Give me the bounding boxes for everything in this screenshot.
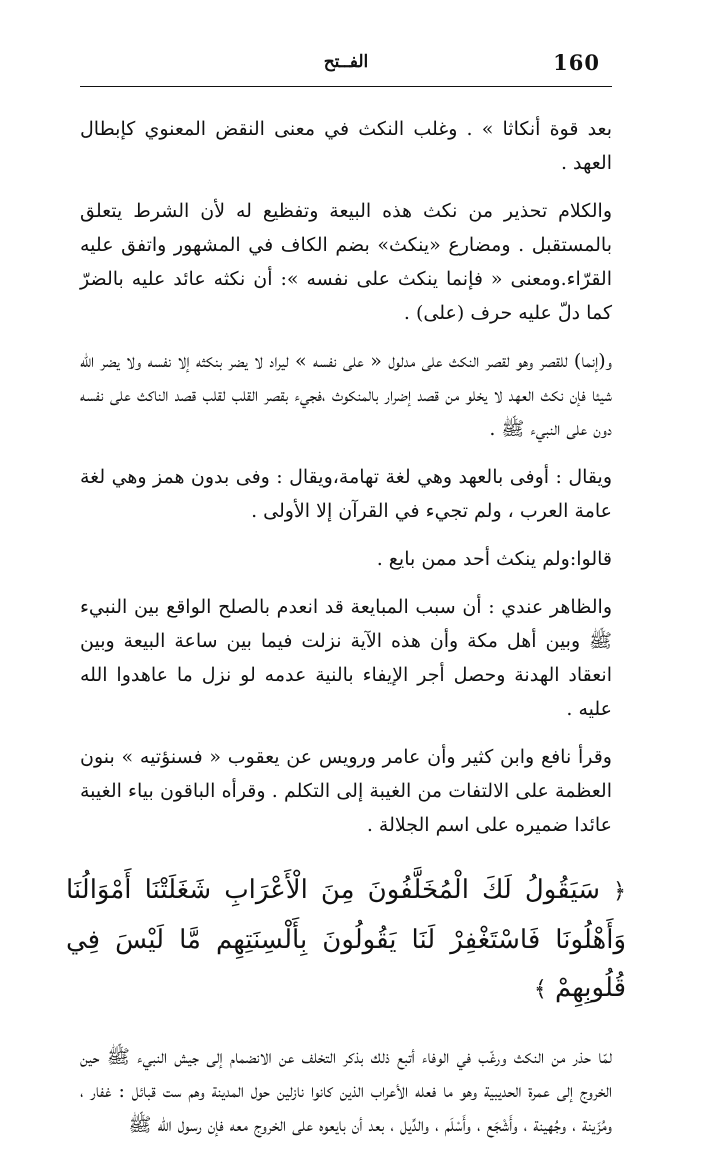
- page-number: 160: [553, 50, 600, 75]
- verse-text: سَيَقُولُ لَكَ الْمُخَلَّفُونَ مِنَ الْأَعْرَابِ شَغَلَتْنَا أَمْوَالُنَا وَأَهْلُونَا فَاسْتَغْفِرْ لَنَا يَقُولُونَ بِأَلْسِنَتِهِم مَّا لَيْسَ فِي قُلُوبِهِمْ: [66, 875, 626, 1003]
- paragraph-6: والظاهر عندي : أن سبب المبايعة قد انعدم بالصلح الواقع بين النبيء ﷺ وبين أهل مكة وأن هذه الآية نزلت فيما بين ساعة البيعة وبين انعقاد الهدنة وحصل أجر الإيفاء بالنية عدمه لو نزل ما عاهدوا الله عليه .: [80, 596, 612, 720]
- body-text: [66, 112, 626, 1156]
- running-header: [80, 50, 612, 82]
- paragraph-7: وقرأ نافع وابن كثير وأن عامر ورويس عن يعقوب « فسنؤتيه » بنون العظمة على الالتفات من الغيبة إلى التكلم . وقرأه الباقون بياء الغيبة عائدا ضميره على اسم الجلالة .: [80, 746, 612, 836]
- paragraph-1: بعد قوة أنكاثا » . وغلب النكث في معنى النقض المعنوي كإبطال العهد .: [80, 118, 612, 174]
- paragraph-2: والكلام تحذير من نكث هذه البيعة وتفظيع له لأن الشرط يتعلق بالمستقبل . ومضارع «ينكث» بضم الكاف في المشهور واتفق عليه القرّاء.ومعنى « فإنما ينكث على نفسه »: أن نكثه عائد عليه بالضرّ كما دلّ عليه حرف (على) .: [80, 200, 612, 324]
- closing-paragraph: لمّا حذر من النكث ورغّب في الوفاء أتبع ذلك بذكر التخلف عن الانضمام إلى جيش النبيء ﷺ حين الخروج إلى عمرة الحديبية وهو ما فعله الأعراب الذين كانوا نازلين حول المدينة وهم ست قبائل : غفار ، ومُزَينة ، وجُهينة ، وأَشْجَع ، وأَسْلَم ، والدِّيل ، بعد أن بايعوه على الخروج معه فإن رسول الله ﷺ: [80, 1046, 612, 1136]
- verse-close-bracket: ﴾: [533, 977, 547, 1002]
- header-divider: [80, 86, 612, 87]
- quran-verse: [66, 866, 626, 1014]
- verse-open-bracket: ﴿: [613, 879, 626, 904]
- chapter-title: الفــتح: [323, 52, 369, 72]
- paragraph-5: قالوا:ولم ينكث أحد ممن بايع .: [376, 548, 612, 570]
- paragraph-3: و(إنما) للقصر وهو لقصر النكث على مدلول « على نفسه » ليراد لا يضر بنكثه إلا نفسه ولا يضر الله شيئا فإن نكث العهد لا يخلو من قصد إضرار بالمنكوث ،فجيء بقصر القلب لقلب قصد الناكث على نفسه دون على النبيء ﷺ .: [80, 350, 612, 440]
- paragraph-4: ويقال : أوفى بالعهد وهي لغة تهامة،ويقال : وفى بدون همز وهي لغة عامة العرب ، ولم تجيء في القرآن إلا الأولى .: [80, 466, 612, 522]
